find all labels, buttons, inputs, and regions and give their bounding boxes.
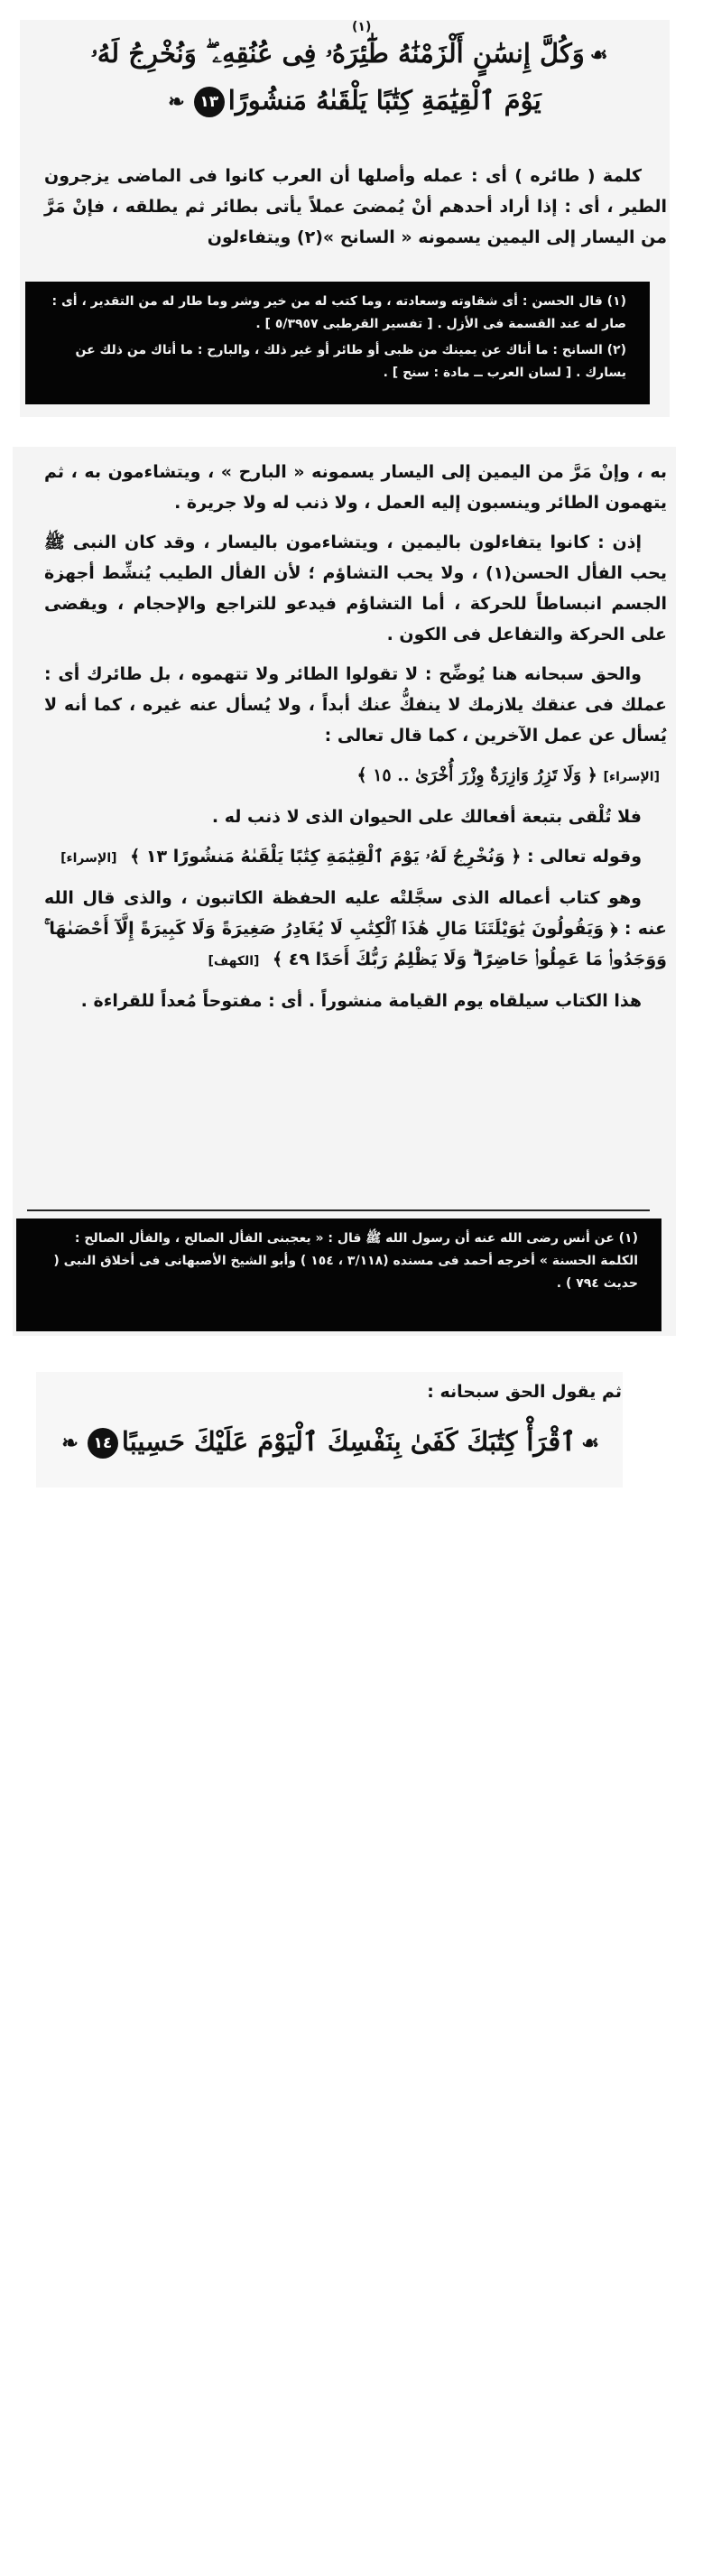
footnotes-box-1	[25, 282, 650, 404]
verse-block-14	[63, 1419, 605, 1466]
footnotes-box-2	[16, 1219, 661, 1331]
footnote-2: (٢) السانح : ما أتاك عن يمينك من ظبى أو طائر أو غير ذلك ، والبارح : ما أتاك من ذلك عن يسارك . [ لسان العرب ــ مادة : سنح ] .	[75, 343, 626, 380]
ornament-icon: ☙	[589, 43, 608, 67]
verse-text-2: يَوْمَ ٱلْقِيَٰمَةِ كِتَٰبًا يَلْقَىٰهُ مَنشُورًا	[227, 85, 541, 116]
surah-source-tag: [الكهف]	[208, 954, 260, 968]
paragraph-optimism: إذن : كانوا يتفاءلون باليمين ، ويتشاءمون باليسار ، وقد كان النبى ﷺ يحب الفأل الحسن(١) ، ولا يحب التشاؤم ؛ لأن الفأل الطيب يُنشِّط أجهزة الجسم انبساطاً للحركة ، أما التشاؤم فيدعو للتراجع والإحجام ، ويقضى على الحركة والتفاعل فى الكون .	[44, 533, 667, 644]
body-paragraph-2	[44, 457, 667, 1025]
ornament-icon: ❧	[168, 90, 185, 114]
body-paragraph-1	[44, 161, 667, 262]
paragraph-no-blame: فلا تُلْقى بتبعة أفعالك على الحيوان الذى لا ذنب له .	[211, 807, 642, 827]
verse-text-1: وَكُلَّ إِنسَٰنٍ أَلْزَمْنَٰهُ طَٰٓئِرَهُۥ فِى عُنُقِهِۦ ۖ وَنُخْرِجُ لَهُۥ	[90, 38, 585, 69]
surah-source-tag: [الإسراء]	[603, 770, 660, 784]
closing-intro	[116, 1376, 622, 1416]
footnote-1: (١) قال الحسن : أى شقاوته وسعادته ، وما كتب له من خير وشر وما طار له من التقدير ، أى : صار له عند القسمة فى الأزل . [ تفسير القرطبى ٥/٣٩٥٧ ] .	[51, 294, 626, 331]
verse-line-2	[54, 78, 650, 125]
ornament-icon: ☙	[581, 1432, 599, 1455]
quran-quote-1	[44, 760, 667, 792]
verse-citation: وهو كتاب أعماله الذى سجَّلتْه عليه الحفظة الكاتبون ، والذى قال الله عنه : ﴿ وَيَقُولُونَ يَٰوَيْلَتَنَا مَالِ هَٰذَا ٱلْكِتَٰبِ لَا يُغَادِرُ صَغِيرَةً وَلَا كَبِيرَةً إِلَّآ أَحْصَىٰهَا ۚ وَوَجَدُوا۟ مَا عَمِلُوا۟ حَاضِرًا ۗ وَلَا يَظْلِمُ رَبُّكَ أَحَدًا ٤٩ ﴾	[44, 888, 667, 969]
quran-verse-text: ﴿ وَلَا تَزِرُ وَازِرَةٌ وِزْرَ أُخْرَىٰ .. ١٥ ﴾	[356, 765, 597, 785]
footnote-divider	[27, 1209, 650, 1211]
paragraph-tair-meaning: كلمة ( طائره ) أى : عمله وأصلها أن العرب كانوا فى الماضى يزجرون الطير ، أى : إذا أراد أحدهم أنْ يُمضىَ عملاً يأتى بطائر ثم يطلقه ، فإنْ مَرَّ من اليسار إلى اليمين يسمونه « السانح »(٢) ويتفاءلون	[44, 166, 667, 247]
ayah-number-14: ١٤	[88, 1428, 118, 1459]
surah-source-tag: [الإسراء]	[60, 851, 117, 866]
verse-line-1	[54, 31, 650, 78]
verse-text-14: ٱقْرَأْ كِتَٰبَكَ كَفَىٰ بِنَفْسِكَ ٱلْيَوْمَ عَلَيْكَ حَسِيبًا	[121, 1426, 577, 1457]
verse-block-13	[54, 20, 650, 125]
footnote-marker: (١)	[352, 20, 372, 34]
verse-line-14	[63, 1419, 605, 1466]
paragraph-explanation: والحق سبحانه هنا يُوضِّح : لا تقولوا الطائر ولا تتهموه ، بل طائرك أى : عملك فى عنقك يلازمك لا ينفكُّ عنك أبداً ، ولا يُسأل عنه غيره ، كما أنه لا يُسأل عن عمل الآخرين ، كما قال تعالى :	[44, 664, 667, 746]
ornament-icon: ❧	[61, 1432, 79, 1455]
quran-quote-2	[44, 841, 667, 874]
ayah-number-13: ١٣	[194, 87, 225, 117]
paragraph-barih: به ، وإنْ مَرَّ من اليمين إلى اليسار يسمونه « البارح » ، ويتشاءمون به ، ثم يتهمون الطائر وينسبون إليه العمل ، ولا ذنب له ولا جريرة .	[44, 462, 667, 513]
closing-intro-text: ثم يقول الحق سبحانه :	[427, 1382, 622, 1402]
paragraph-open-book: هذا الكتاب سيلقاه يوم القيامة منشوراً . أى : مفتوحاً مُعداً للقراءة .	[80, 991, 642, 1011]
paragraph-book-of-deeds	[44, 883, 667, 977]
verse-citation: وقوله تعالى : ﴿ وَنُخْرِجُ لَهُۥ يَوْمَ ٱلْقِيَٰمَةِ كِتَٰبًا يَلْقَىٰهُ مَنشُورًا ١٣ ﴾	[130, 847, 642, 866]
footnote-hadith: (١) عن أنس رضى الله عنه أن رسول الله ﷺ قال : « يعجبنى الفأل الصالح ، والفأل الصالح : الكلمة الحسنة » أخرجه أحمد فى مسنده (٣/١١٨ ، ١٥٤ ) وأبو الشيخ الأصبهانى فى أخلاق النبى ( حديث ٧٩٤ ) .	[53, 1231, 638, 1291]
